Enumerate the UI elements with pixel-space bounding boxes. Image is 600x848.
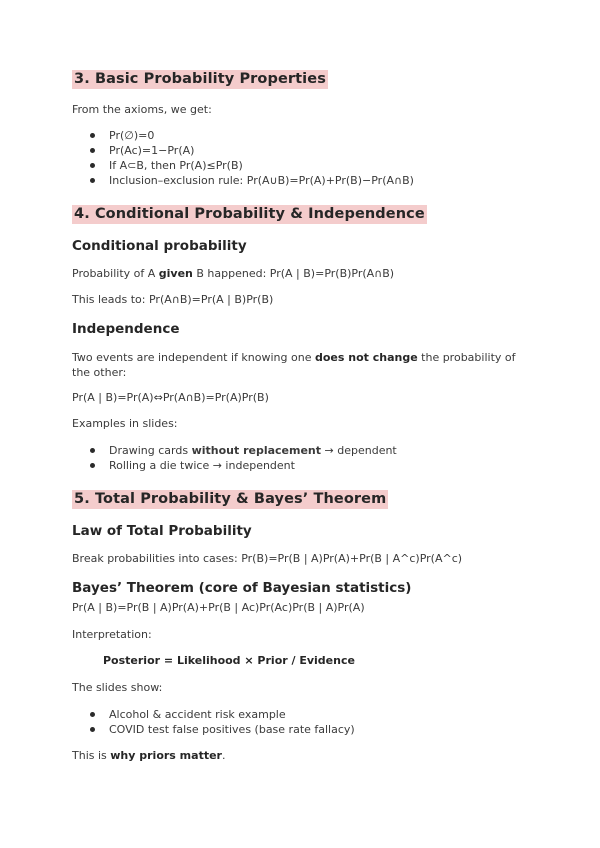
independence-subheading: Independence (72, 321, 180, 337)
bayes-formula: Pr(A | B)=Pr(B | A)Pr(A)+Pr(B | Ac)Pr(Ac)Pr(B | A)Pr(A) (72, 601, 365, 614)
text-segment: . (221, 749, 226, 762)
slides-intro: The slides show: (72, 681, 163, 694)
list-item-text: If A⊂B, then Pr(A)≤Pr(B) (109, 159, 243, 172)
section-3-intro: From the axioms, we get: (72, 103, 212, 116)
conditional-probability-subheading: Conditional probability (72, 238, 247, 254)
closing-line (72, 748, 225, 763)
text-segment: Probability of A (72, 267, 159, 280)
section-3-heading: 3. Basic Probability Properties (74, 71, 326, 87)
list-item (72, 128, 414, 143)
bold-segment: without replacement (191, 444, 322, 457)
list-item-text: Alcohol & accident risk example (109, 708, 286, 721)
section-3-list (72, 128, 414, 188)
list-item (72, 458, 397, 473)
list-item (72, 143, 414, 158)
examples-intro: Examples in slides: (72, 417, 178, 430)
list-item-text: Pr(Ac)=1−Pr(A) (109, 144, 195, 157)
text-segment: Drawing cards (109, 444, 192, 457)
list-item (72, 443, 397, 458)
text-segment: This is (72, 749, 111, 762)
conditional-definition (72, 266, 394, 281)
total-probability-text: Break probabilities into cases: Pr(B)=Pr(B | A)Pr(A)+Pr(B | A^c)Pr(A^c) (72, 552, 463, 565)
list-item (72, 173, 414, 188)
examples-list (72, 443, 397, 473)
bold-segment: does not change (314, 351, 418, 364)
bullet-icon (90, 463, 95, 468)
bullet-icon (90, 148, 95, 153)
list-item (72, 158, 414, 173)
slides-list (72, 707, 355, 737)
list-item (72, 707, 355, 722)
bold-segment: given (158, 267, 193, 280)
interpretation-formula: Posterior = Likelihood × Prior / Evidence (103, 654, 355, 667)
list-item-text: Inclusion–exclusion rule: Pr(A∪B)=Pr(A)+Pr(B)−Pr(A∩B) (109, 174, 414, 187)
text-segment: → dependent (321, 444, 397, 457)
section-4-heading: 4. Conditional Probability & Independence (74, 206, 425, 222)
bullet-icon (90, 712, 95, 717)
leads-to-formula: This leads to: Pr(A∩B)=Pr(A | B)Pr(B) (72, 293, 274, 306)
list-item-text: Pr(∅)=0 (109, 129, 155, 142)
list-item-text: COVID test false positives (base rate fallacy) (109, 723, 355, 736)
bullet-icon (90, 178, 95, 183)
independence-definition (72, 350, 532, 380)
list-item (72, 722, 355, 737)
total-probability-subheading: Law of Total Probability (72, 523, 252, 539)
text-segment: B happened: Pr(A | B)=Pr(B)Pr(A∩B) (192, 267, 395, 280)
list-item-text: Rolling a die twice → independent (109, 459, 295, 472)
interpretation-label: Interpretation: (72, 628, 152, 641)
bullet-icon (90, 448, 95, 453)
bold-segment: why priors matter (110, 749, 222, 762)
independence-formula: Pr(A | B)=Pr(A)⇔Pr(A∩B)=Pr(A)Pr(B) (72, 391, 269, 404)
text-segment: Two events are independent if knowing one (72, 351, 315, 364)
bullet-icon (90, 727, 95, 732)
text-segment: the probability of the other: (72, 351, 516, 379)
section-5-heading: 5. Total Probability & Bayes’ Theorem (74, 491, 387, 507)
bullet-icon (90, 163, 95, 168)
bullet-icon (90, 133, 95, 138)
bayes-subheading: Bayes’ Theorem (core of Bayesian statistics) (72, 580, 412, 596)
